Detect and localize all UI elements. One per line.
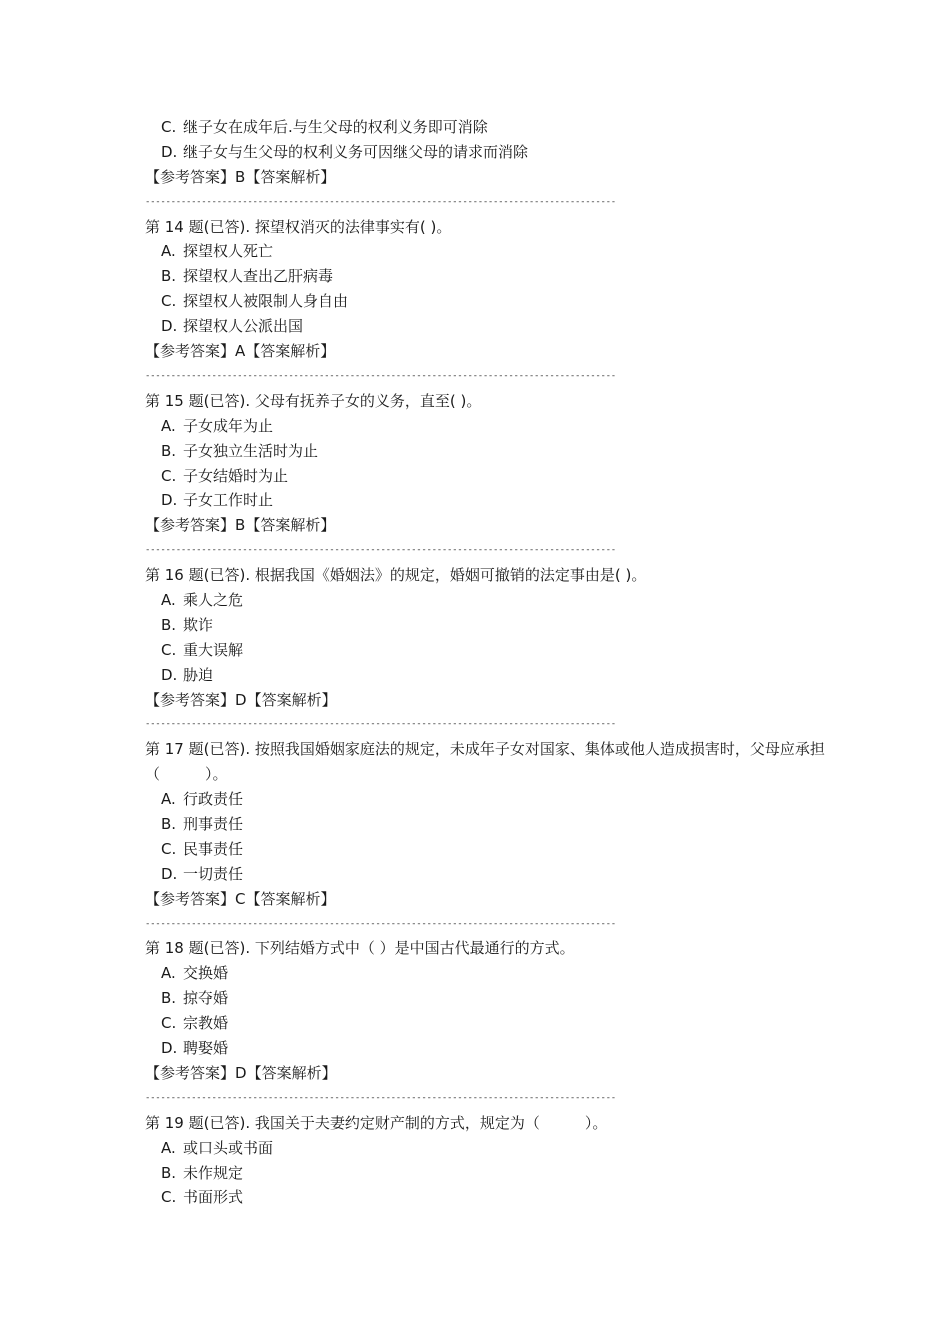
option-letter: B. — [161, 1163, 177, 1182]
question-title: 第 19 题(已答). 我国关于夫妻约定财产制的方式，规定为（ ）。 — [145, 1113, 608, 1132]
option-text: 探望权人查出乙肝病毒 — [183, 267, 334, 286]
answer-value: D — [235, 1063, 247, 1082]
answer-suffix: 【答案解析】 — [245, 516, 336, 535]
option-text: 未作规定 — [183, 1163, 244, 1182]
answer-line — [145, 688, 825, 713]
question-block — [145, 215, 825, 389]
option-item — [145, 1036, 825, 1061]
option-letter: A. — [161, 790, 176, 809]
option-letter: C. — [161, 1188, 177, 1207]
option-item — [145, 264, 825, 289]
answer-prefix: 【参考答案】 — [145, 1063, 236, 1082]
question-list — [145, 215, 825, 1211]
option-text: 子女结婚时为止 — [183, 466, 289, 485]
answer-line — [145, 339, 825, 364]
option-item — [145, 588, 825, 613]
option-letter: A. — [161, 590, 176, 609]
option-item — [145, 140, 825, 165]
option-letter: A. — [161, 416, 176, 435]
question-block — [145, 1111, 825, 1211]
option-letter: B. — [161, 267, 177, 286]
question-title: 第 18 题(已答). 下列结婚方式中（ ）是中国古代最通行的方式。 — [145, 939, 575, 958]
question-title: 第 14 题(已答). 探望权消灭的法律事实有( )。 — [145, 217, 452, 236]
option-item — [145, 239, 825, 264]
option-text: 乘人之危 — [183, 590, 244, 609]
option-item — [145, 414, 825, 439]
answer-prefix: 【参考答案】 — [145, 342, 236, 361]
option-letter: D. — [161, 1039, 178, 1058]
option-text: 继子女与生父母的权利义务可因继父母的请求而消除 — [183, 142, 529, 161]
option-item — [145, 787, 825, 812]
option-text: 欺诈 — [183, 615, 214, 634]
option-item — [145, 1185, 825, 1210]
document-page — [145, 115, 825, 1210]
option-item — [145, 464, 825, 489]
answer-suffix: 【答案解析】 — [246, 690, 337, 709]
answer-line — [145, 1061, 825, 1086]
option-text: 探望权人死亡 — [183, 242, 274, 261]
option-letter: A. — [161, 1138, 176, 1157]
question-title: 第 15 题(已答). 父母有抚养子女的义务，直至( )。 — [145, 391, 482, 410]
question-block — [145, 936, 825, 1110]
option-item — [145, 862, 825, 887]
option-letter: D. — [161, 491, 178, 510]
option-letter: B. — [161, 815, 177, 834]
option-item — [145, 1161, 825, 1186]
answer-prefix: 【参考答案】 — [145, 690, 236, 709]
option-letter: C. — [161, 292, 177, 311]
option-text: 刑事责任 — [183, 815, 244, 834]
option-text: 继子女在成年后.与生父母的权利义务即可消除 — [183, 118, 488, 136]
option-letter: C. — [161, 466, 177, 485]
option-letter: A. — [161, 964, 176, 983]
option-text: 子女工作时止 — [183, 491, 274, 510]
answer-value: B — [235, 167, 246, 186]
option-letter: C. — [161, 839, 177, 858]
answer-value: B — [235, 516, 246, 535]
option-text: 宗教婚 — [183, 1014, 229, 1033]
option-item — [145, 837, 825, 862]
option-text: 子女独立生活时为止 — [183, 441, 319, 460]
option-letter: B. — [161, 989, 177, 1008]
option-item — [145, 986, 825, 1011]
option-item — [145, 314, 825, 339]
question-block — [145, 389, 825, 563]
answer-suffix: 【答案解析】 — [246, 1063, 337, 1082]
question-block — [145, 737, 825, 936]
answer-prefix: 【参考答案】 — [145, 516, 236, 535]
option-letter: C. — [161, 118, 177, 136]
option-text: 探望权人公派出国 — [183, 317, 304, 336]
question-title: 第 17 题(已答). 按照我国婚姻家庭法的规定，未成年子女对国家、集体或他人造成损害时，父母应承担（ ）。 — [145, 740, 825, 784]
option-text: 或口头或书面 — [183, 1138, 274, 1157]
option-text: 掠夺婚 — [183, 989, 229, 1008]
answer-suffix: 【答案解析】 — [245, 342, 336, 361]
option-text: 子女成年为止 — [183, 416, 274, 435]
option-item — [145, 289, 825, 314]
option-item — [145, 961, 825, 986]
option-text: 探望权人被限制人身自由 — [183, 292, 349, 311]
separator-line: -------------------------------------------------------------------------------------------- — [145, 918, 616, 929]
option-item — [145, 1136, 825, 1161]
option-text: 一切责任 — [183, 864, 244, 883]
option-text: 民事责任 — [183, 839, 244, 858]
option-item — [145, 1011, 825, 1036]
option-letter: C. — [161, 1014, 177, 1033]
option-letter: C. — [161, 640, 177, 659]
separator-line: -------------------------------------------------------------------------------------------- — [145, 1092, 616, 1103]
option-item — [145, 488, 825, 513]
option-text: 重大误解 — [183, 640, 244, 659]
question-title: 第 16 题(已答). 根据我国《婚姻法》的规定，婚姻可撤销的法定事由是( )。 — [145, 566, 647, 585]
option-letter: A. — [161, 242, 176, 261]
answer-suffix: 【答案解析】 — [245, 167, 336, 186]
option-item — [145, 812, 825, 837]
answer-line — [145, 165, 825, 190]
option-item — [145, 439, 825, 464]
option-text: 交换婚 — [183, 964, 229, 983]
option-letter: D. — [161, 665, 178, 684]
separator-line: -------------------------------------------------------------------------------------------- — [145, 719, 616, 730]
answer-suffix: 【答案解析】 — [245, 889, 336, 908]
option-letter: B. — [161, 441, 177, 460]
answer-value: C — [235, 889, 246, 908]
separator-line: -------------------------------------------------------------------------------------------- — [145, 370, 616, 381]
option-letter: D. — [161, 142, 178, 161]
answer-line — [145, 887, 825, 912]
option-item — [145, 638, 825, 663]
option-item — [145, 115, 825, 140]
answer-prefix: 【参考答案】 — [145, 889, 236, 908]
separator-line: -------------------------------------------------------------------------------------------- — [145, 545, 616, 556]
option-letter: B. — [161, 615, 177, 634]
option-text: 胁迫 — [183, 665, 214, 684]
option-item — [145, 613, 825, 638]
answer-line — [145, 513, 825, 538]
option-text: 行政责任 — [183, 790, 244, 809]
option-letter: D. — [161, 864, 178, 883]
option-letter: D. — [161, 317, 178, 336]
answer-prefix: 【参考答案】 — [145, 167, 236, 186]
option-text: 聘娶婚 — [183, 1039, 229, 1058]
option-item — [145, 663, 825, 688]
answer-value: A — [235, 342, 246, 361]
answer-value: D — [235, 690, 247, 709]
option-text: 书面形式 — [183, 1188, 244, 1207]
question-block — [145, 563, 825, 737]
separator-line: -------------------------------------------------------------------------------------------- — [145, 196, 616, 207]
